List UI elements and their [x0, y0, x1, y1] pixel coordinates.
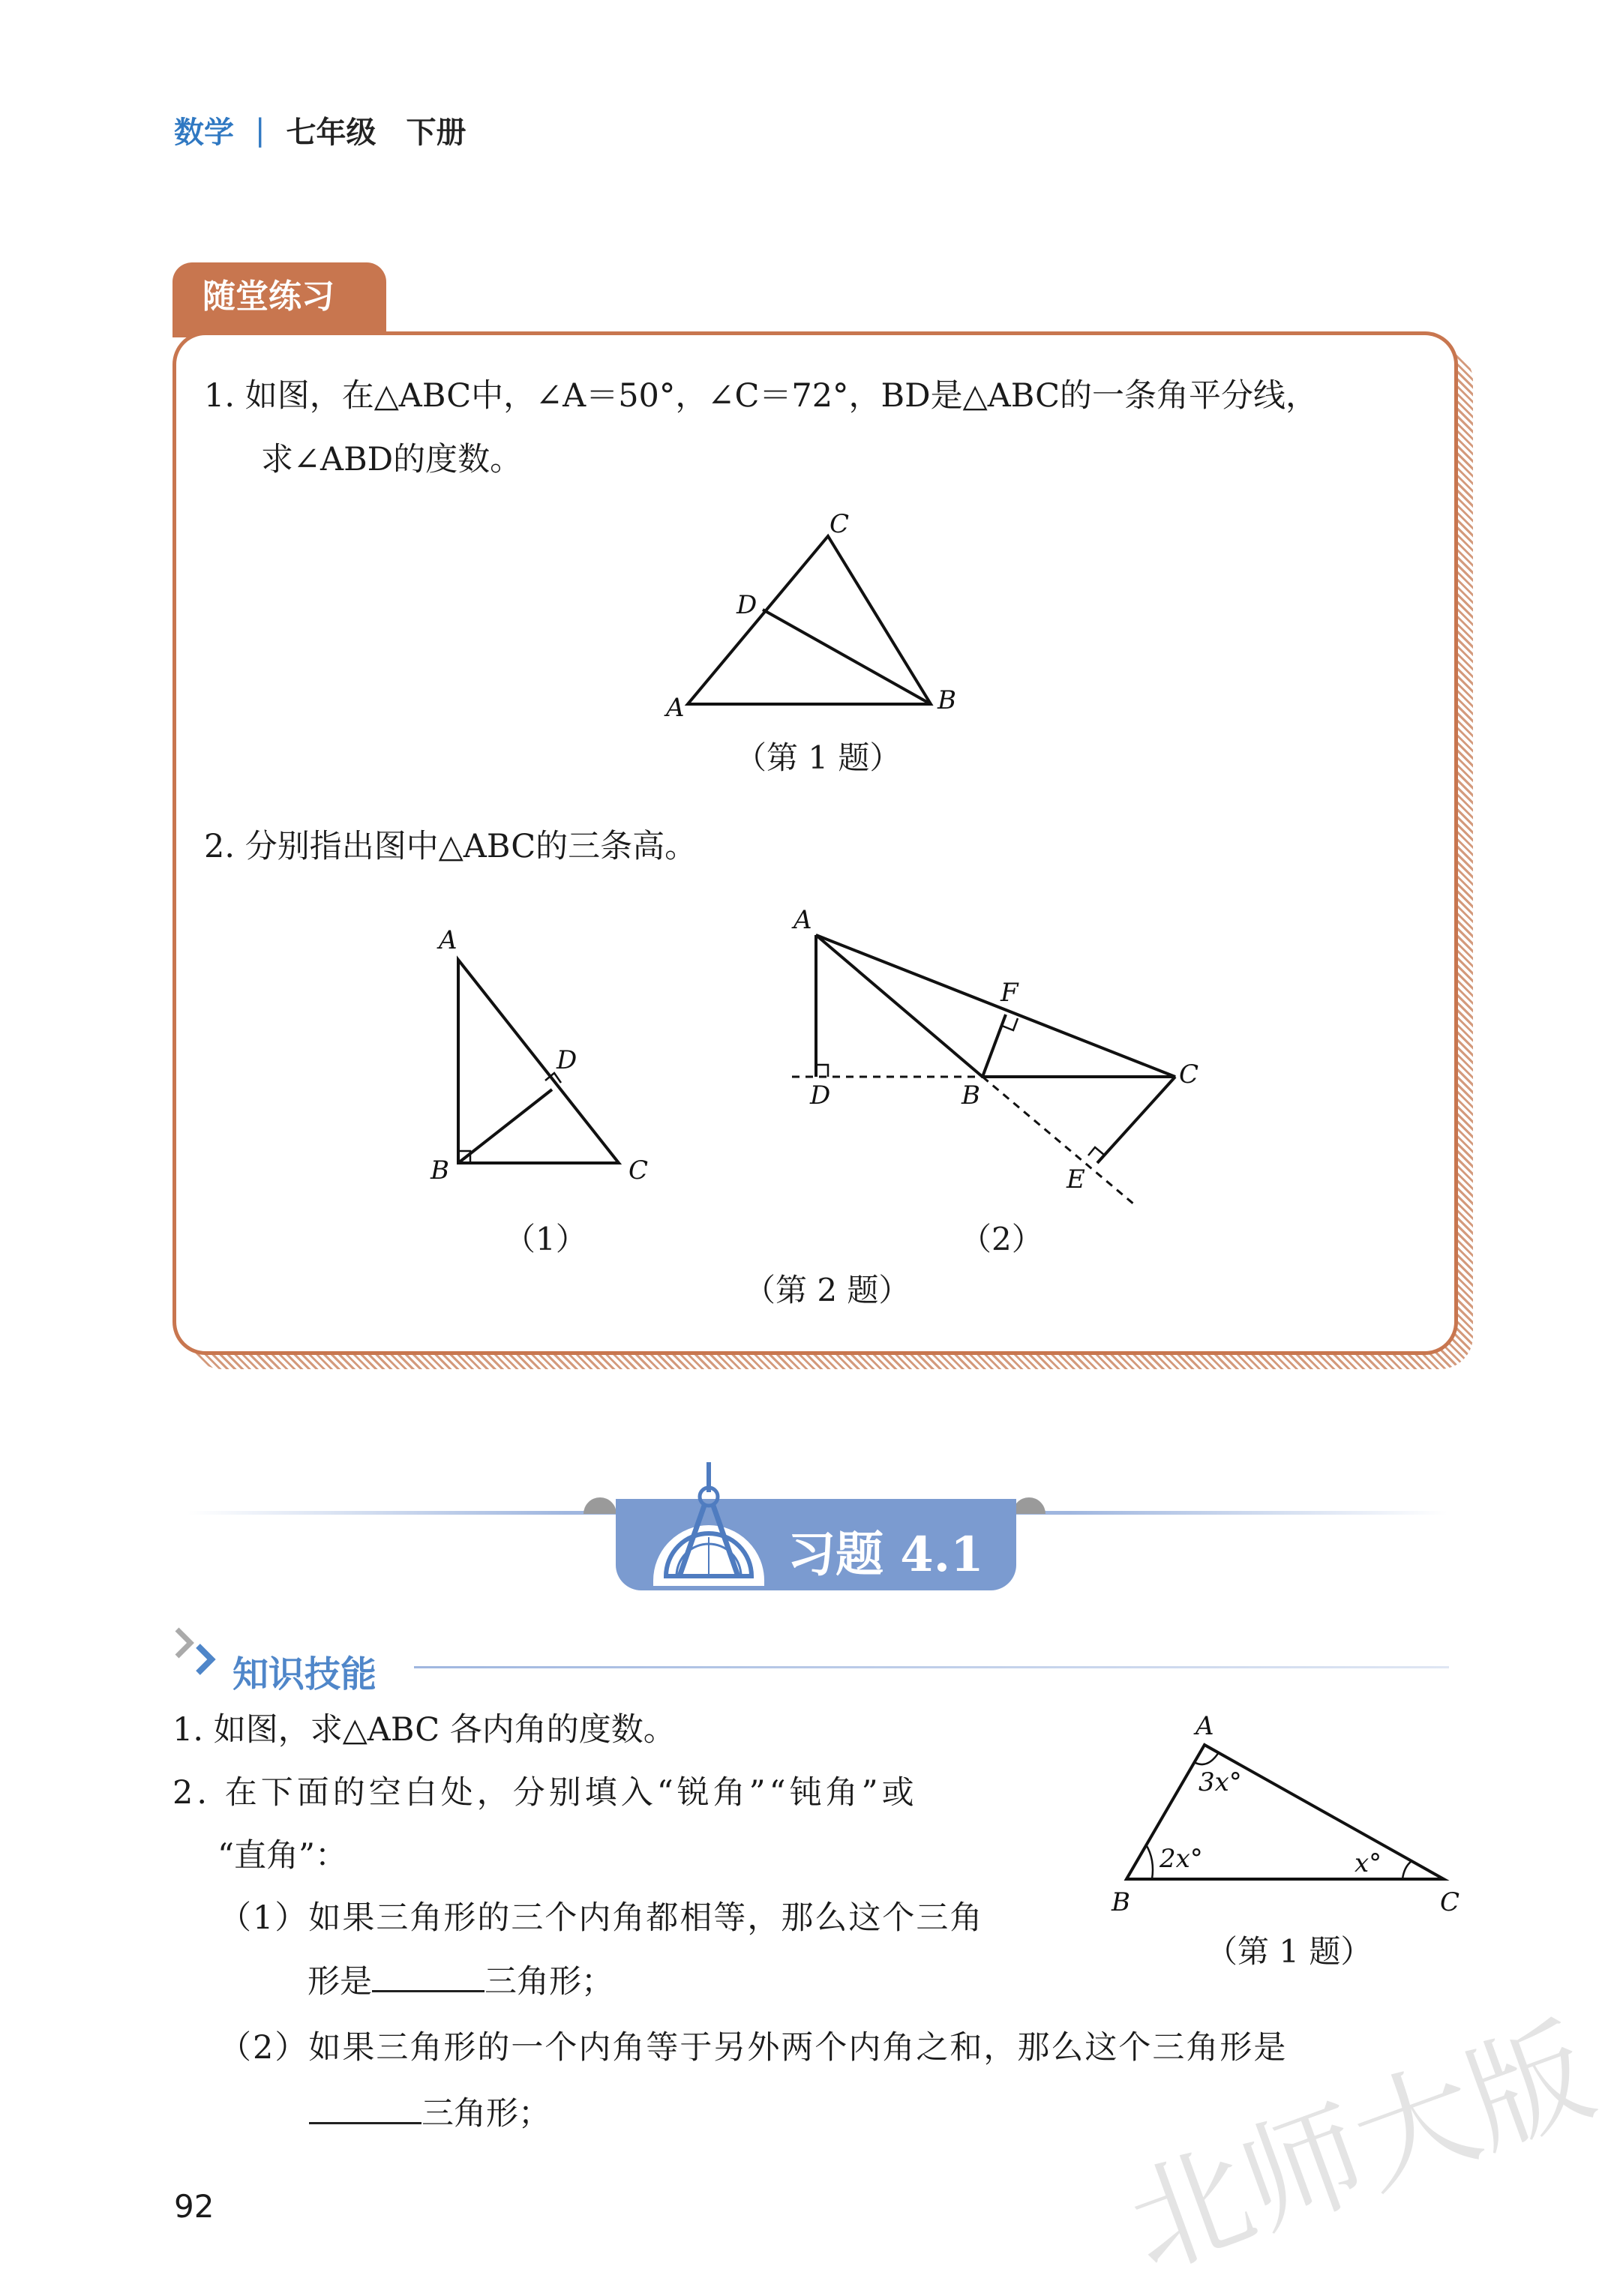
label-C: C	[830, 509, 850, 539]
grade-label: 七年级 下册	[286, 115, 466, 150]
label-A: A	[666, 693, 685, 723]
subject-label: 数学	[174, 115, 234, 150]
exercise-q2-p1-line1: （1）如果三角形的三个内角都相等，那么这个三角	[219, 1899, 984, 1937]
practice-q1-line2: 求∠ABD的度数。	[261, 441, 523, 478]
watermark: 北师大版	[1110, 2000, 1610, 2296]
section-title-line	[414, 1666, 1449, 1668]
label-C: C	[1179, 1060, 1199, 1090]
page-number: 92	[174, 2188, 214, 2225]
angle-B-label: 2x°	[1160, 1844, 1203, 1874]
label-C: C	[1440, 1887, 1460, 1917]
text: 形是	[308, 1963, 372, 2001]
label-F: F	[1000, 978, 1018, 1008]
label-B: B	[938, 685, 956, 715]
text: 三角形；	[484, 1963, 614, 2001]
label-B: B	[430, 1155, 449, 1185]
exercise-q2-p1-line2	[308, 1963, 614, 2002]
text: 三角形；	[422, 2095, 550, 2133]
label-A: A	[439, 925, 458, 955]
answer-blank[interactable]	[309, 2095, 422, 2124]
label-A: A	[794, 905, 812, 935]
label-D: D	[556, 1045, 578, 1075]
exercise-figure-caption: （第 1 题）	[1206, 1933, 1372, 1970]
practice-q2-fig1-caption: （1）	[504, 1221, 587, 1257]
exercise-q2-p2-line2	[309, 2095, 550, 2134]
header-separator: |	[255, 112, 266, 148]
angle-A-label: 3x°	[1198, 1767, 1242, 1797]
label-C: C	[628, 1155, 649, 1185]
answer-blank[interactable]	[372, 1963, 484, 1992]
angle-C-label: x°	[1354, 1848, 1382, 1878]
figure-practice-q1	[688, 536, 931, 704]
exercise-q2-line1: 2. 在下面的空白处，分别填入“锐角”“钝角”或	[172, 1774, 918, 1812]
practice-tab: 随堂练习	[172, 262, 386, 337]
label-B: B	[1112, 1887, 1130, 1917]
label-D: D	[736, 590, 758, 620]
label-A: A	[1196, 1711, 1214, 1741]
label-B: B	[962, 1081, 980, 1111]
exercise-q2-line2: “直角”：	[218, 1837, 347, 1875]
compass-protractor-icon	[652, 1462, 765, 1590]
section-title: 知识技能	[232, 1653, 377, 1695]
practice-q2-text: 2. 分别指出图中△ABC的三条高。	[204, 828, 698, 865]
figure-practice-q2-1	[458, 960, 619, 1163]
label-E: E	[1066, 1164, 1085, 1194]
practice-q1-line1: 1. 如图，在△ABC中，∠A＝50°，∠C＝72°，BD是△ABC的一条角平分线，	[204, 377, 1318, 415]
chevron-right-icon	[171, 1623, 224, 1683]
exercise-title: 习题 4.1	[788, 1527, 984, 1583]
exercise-q2-p2-line1: （2）如果三角形的一个内角等于另外两个内角之和，那么这个三角形是	[219, 2029, 1288, 2067]
figure-practice-q2-2	[792, 935, 1175, 1204]
practice-q2-caption: （第 2 题）	[744, 1272, 910, 1308]
practice-q1-caption: （第 1 题）	[735, 739, 902, 776]
exercise-q1: 1. 如图，求△ABC 各内角的度数。	[172, 1711, 676, 1749]
label-D: D	[810, 1081, 831, 1111]
practice-q2-fig2-caption: （2）	[960, 1221, 1043, 1257]
